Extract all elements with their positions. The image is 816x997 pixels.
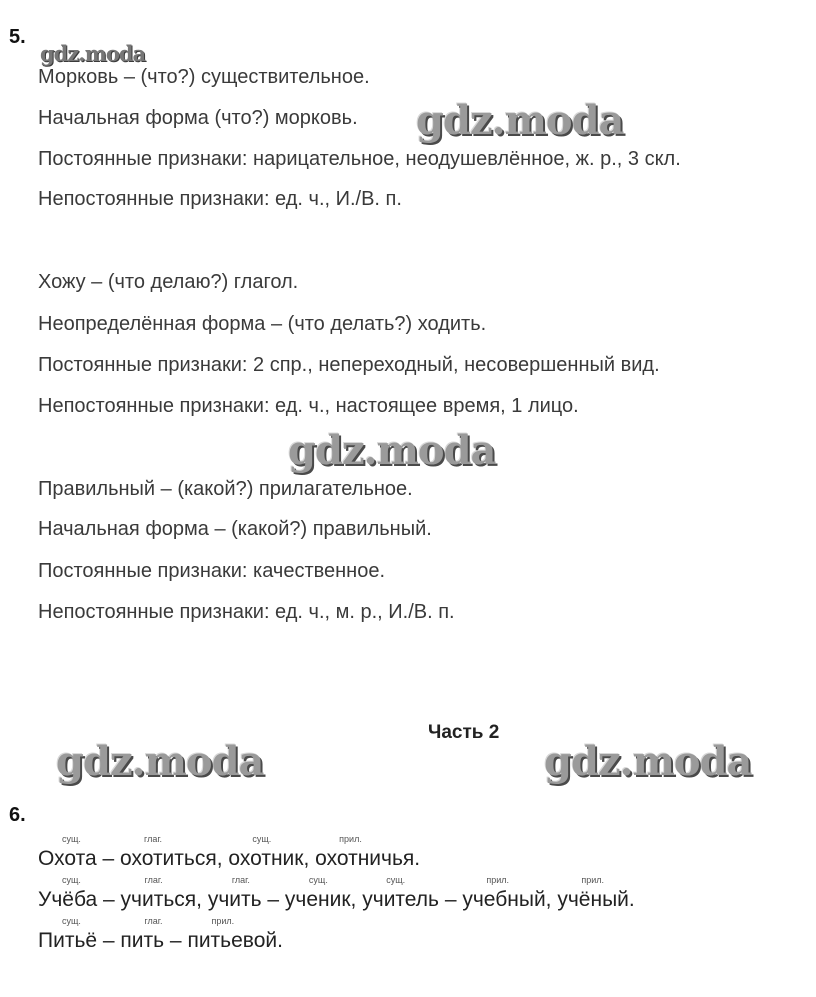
word-text: охотник, xyxy=(228,847,310,870)
word xyxy=(462,875,552,912)
word xyxy=(187,916,283,953)
separator: – xyxy=(97,888,121,911)
text-line: Непостоянные признаки: ед. ч., И./В. п. xyxy=(38,188,402,210)
word-text: ученик, xyxy=(284,888,357,911)
word-text: учить xyxy=(207,888,262,911)
word xyxy=(38,916,98,953)
word xyxy=(228,834,310,871)
text-line: Морковь – (что?) существительное. xyxy=(38,66,370,88)
watermark-logo: gdz.moda xyxy=(544,738,752,785)
text-line: Хожу – (что делаю?) глагол. xyxy=(38,271,299,293)
text-line: Постоянные признаки: 2 спр., непереходный, несовершенный вид. xyxy=(38,354,660,376)
task-number-5: 5. xyxy=(9,26,26,48)
separator: – xyxy=(96,847,121,870)
text-line: Непостоянные признаки: ед. ч., настоящее время, 1 лицо. xyxy=(38,395,579,417)
word-text: учитель xyxy=(362,888,439,911)
word-text: учёный. xyxy=(557,888,635,911)
pos-label: глаг. xyxy=(144,834,163,844)
watermark-logo: gdz.moda xyxy=(56,738,264,785)
word xyxy=(120,875,202,912)
watermark-logo: gdz.moda xyxy=(40,41,146,66)
word-family-row xyxy=(38,834,421,871)
text-line: Начальная форма – (какой?) правильный. xyxy=(38,518,432,540)
text-line: Правильный – (какой?) прилагательное. xyxy=(38,478,413,500)
word xyxy=(284,875,357,912)
pos-label: прил. xyxy=(581,875,605,885)
word-family-row xyxy=(38,916,283,953)
pos-label: сущ. xyxy=(62,875,81,885)
text-line: Постоянные признаки: качественное. xyxy=(38,560,386,582)
text-line: Непостоянные признаки: ед. ч., м. р., И./В. п. xyxy=(38,601,455,623)
pos-label: сущ. xyxy=(308,875,328,885)
word xyxy=(362,875,439,912)
text-line: Неопределённая форма – (что делать?) ходить. xyxy=(38,313,487,335)
word xyxy=(315,834,421,871)
word xyxy=(38,875,98,912)
watermark-logo: gdz.moda xyxy=(416,97,624,144)
pos-label: прил. xyxy=(486,875,510,885)
pos-label: глаг. xyxy=(144,916,163,926)
word-text: Охота xyxy=(38,847,97,870)
word-text: питьевой. xyxy=(187,929,283,952)
word-text: пить xyxy=(120,929,165,952)
pos-label: сущ. xyxy=(62,834,81,844)
separator: – xyxy=(164,929,188,952)
word-text: охотиться, xyxy=(120,847,223,870)
pos-label: глаг. xyxy=(144,875,163,885)
section-heading: Часть 2 xyxy=(428,722,500,743)
pos-label: сущ. xyxy=(62,916,81,926)
separator: – xyxy=(261,888,285,911)
pos-label: глаг. xyxy=(231,875,250,885)
word xyxy=(38,834,97,871)
text-line: Начальная форма (что?) морковь. xyxy=(38,107,358,129)
pos-label: сущ. xyxy=(252,834,272,844)
word-text: учиться, xyxy=(120,888,202,911)
word-family-row xyxy=(38,875,635,912)
word-text: Учёба xyxy=(38,888,98,911)
word xyxy=(120,916,165,953)
pos-label: прил. xyxy=(211,916,235,926)
word xyxy=(557,875,635,912)
pos-label: прил. xyxy=(339,834,362,844)
separator: – xyxy=(97,929,121,952)
watermark-logo: gdz.moda xyxy=(288,427,496,474)
separator: – xyxy=(438,888,463,911)
word-text: учебный, xyxy=(462,888,552,911)
pos-label: сущ. xyxy=(386,875,406,885)
word-text: Питьё xyxy=(38,929,98,952)
text-line: Постоянные признаки: нарицательное, неодушевлённое, ж. р., 3 скл. xyxy=(38,148,681,170)
word xyxy=(120,834,223,871)
word xyxy=(207,875,262,912)
task-number-6: 6. xyxy=(9,804,26,826)
word-text: охотничья. xyxy=(315,847,421,870)
